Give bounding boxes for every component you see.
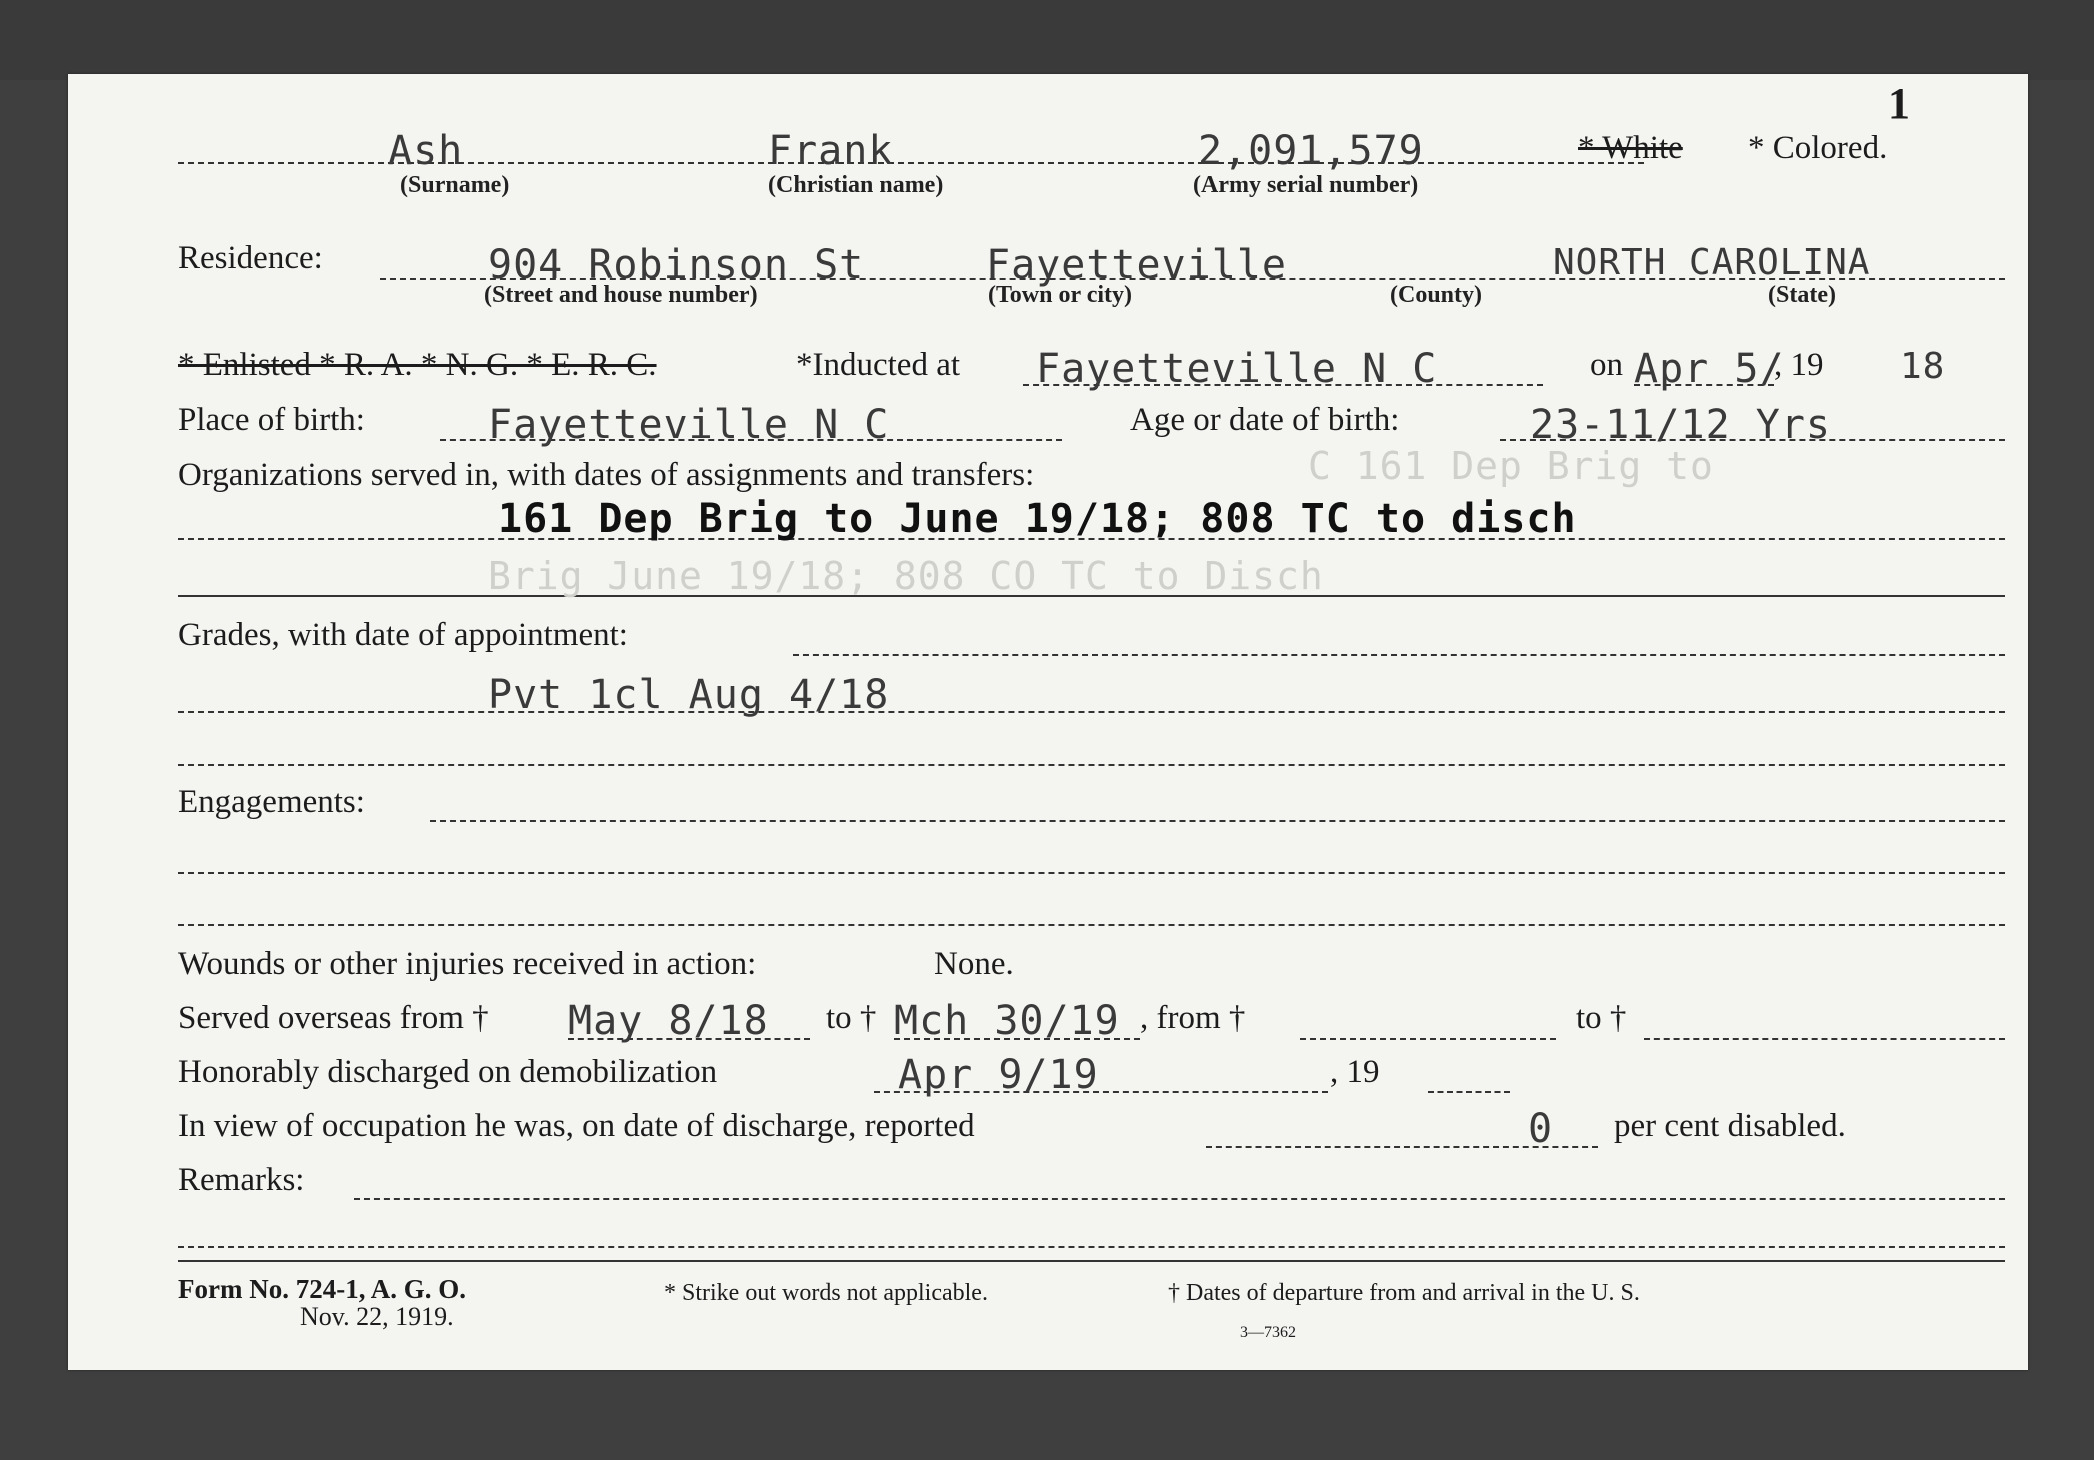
county-label: (County) <box>1390 282 1483 308</box>
age-label: Age or date of birth: <box>1130 402 1400 438</box>
grades-label: Grades, with date of appointment: <box>178 617 628 653</box>
place-of-birth-value: Fayetteville N C <box>488 402 890 448</box>
grades-line-1 <box>178 711 2005 713</box>
serial-number-label: (Army serial number) <box>1193 172 1419 198</box>
wounds-value: None. <box>934 946 1014 982</box>
service-record-card <box>68 74 2028 1370</box>
induction-year-value: 18 <box>1900 346 1946 387</box>
wounds-label: Wounds or other injuries received in action: <box>178 946 757 982</box>
state-value: NORTH CAROLINA <box>1553 242 1871 283</box>
card-number: 1 <box>1888 79 1910 128</box>
overseas-to2-label: to † <box>1576 1000 1627 1036</box>
overseas-from1-value: May 8/18 <box>568 998 769 1044</box>
christian-name-value: Frank <box>768 128 894 174</box>
surname-value: Ash <box>388 128 464 174</box>
race-colored-label: * Colored. <box>1748 130 1888 166</box>
overseas-to-label: to † <box>826 1000 877 1036</box>
discharge-date-value: Apr 9/19 <box>898 1052 1099 1098</box>
street-label: (Street and house number) <box>484 282 758 308</box>
engagements-line-2 <box>178 924 2005 926</box>
street-value: 904 Robinson St <box>488 242 865 288</box>
disability-suffix: per cent disabled. <box>1614 1108 1846 1144</box>
grades-value-1: Pvt 1cl Aug 4/18 <box>488 672 890 718</box>
inducted-label: *Inducted at <box>796 347 961 383</box>
remarks-line-1 <box>178 1246 2005 1248</box>
on-label: on <box>1590 347 1623 383</box>
place-of-birth-label: Place of birth: <box>178 402 365 438</box>
discharge-year-label: , 19 <box>1330 1054 1380 1090</box>
inducted-at-value: Fayetteville N C <box>1036 346 1438 392</box>
town-label: (Town or city) <box>988 282 1132 308</box>
enlisted-options: * Enlisted * R. A. * N. G. * E. R. C. <box>178 347 657 383</box>
residence-label: Residence: <box>178 240 323 276</box>
overseas-from2-line <box>1300 1038 1556 1040</box>
engagements-line-0 <box>430 820 2005 822</box>
organizations-ghost-2: C 161 Dep Brig to <box>1308 444 1714 488</box>
christian-name-label: (Christian name) <box>768 172 944 198</box>
disability-value: 0 <box>1528 1106 1554 1152</box>
organizations-value-1: 161 Dep Brig to June 19/18; 808 TC to disch <box>498 496 1577 542</box>
town-value: Fayetteville <box>986 242 1287 288</box>
grades-line-0 <box>793 654 2005 656</box>
race-white-label: * White <box>1578 130 1683 166</box>
induction-year-label: , 19 <box>1774 347 1824 383</box>
remarks-label: Remarks: <box>178 1162 305 1198</box>
strike-note: * Strike out words not applicable. <box>664 1280 988 1306</box>
form-date: Nov. 22, 1919. <box>300 1302 454 1331</box>
footer-rule <box>178 1260 2005 1262</box>
organizations-label: Organizations served in, with dates of assignments and transfers: <box>178 457 1035 493</box>
overseas-to1-value: Mch 30/19 <box>894 998 1120 1044</box>
induction-date-value: Apr 5/ <box>1634 346 1785 392</box>
grades-line-2 <box>178 764 2005 766</box>
organizations-ghost-1: Brig June 19/18; 808 CO TC to Disch <box>488 554 1324 598</box>
scan-background <box>0 0 2094 80</box>
serial-number-value: 2,091,579 <box>1198 128 1424 174</box>
overseas-from2-label: , from † <box>1140 1000 1246 1036</box>
overseas-label: Served overseas from † <box>178 1000 489 1036</box>
age-value: 23-11/12 Yrs <box>1530 402 1831 448</box>
dates-note: † Dates of departure from and arrival in the U. S. <box>1168 1280 1640 1306</box>
engagements-label: Engagements: <box>178 784 365 820</box>
remarks-line-0 <box>354 1198 2005 1200</box>
form-number: Form No. 724-1, A. G. O. <box>178 1274 466 1304</box>
discharge-year-line <box>1428 1091 1510 1093</box>
engagements-line-1 <box>178 872 2005 874</box>
surname-label: (Surname) <box>400 172 510 198</box>
state-label: (State) <box>1768 282 1836 308</box>
overseas-to2-line <box>1644 1038 2005 1040</box>
disability-label: In view of occupation he was, on date of discharge, reported <box>178 1108 975 1144</box>
print-code: 3—7362 <box>1240 1324 1296 1341</box>
discharge-label: Honorably discharged on demobilization <box>178 1054 718 1090</box>
